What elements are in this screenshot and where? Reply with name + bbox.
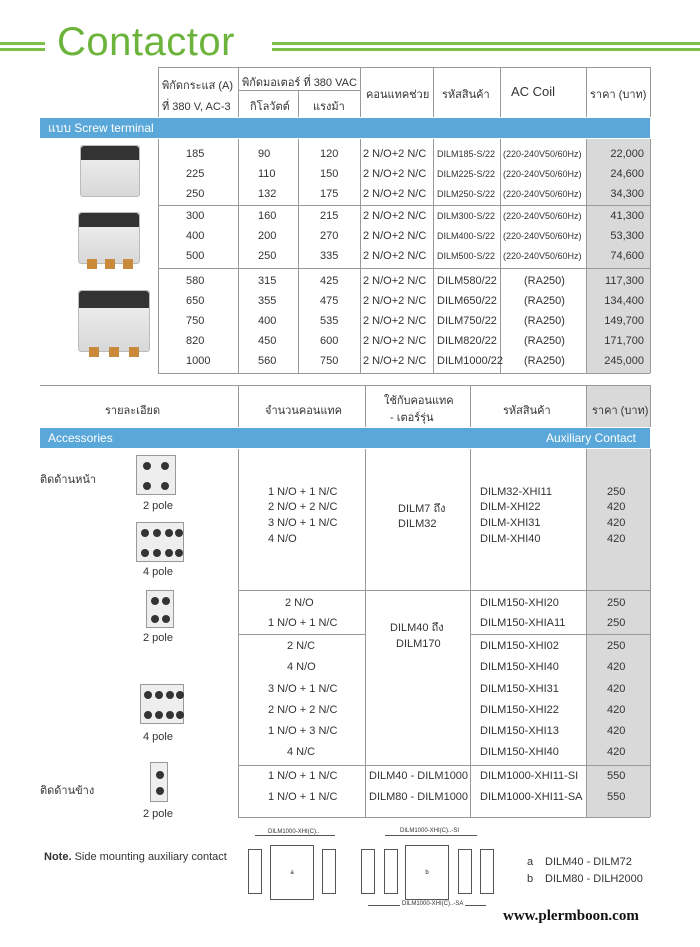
horsepower: 335 — [320, 250, 339, 262]
price: 550 — [607, 791, 626, 803]
header-use-with-2: - เตอร์รุ่น — [390, 412, 434, 424]
price: 24,600 — [610, 168, 644, 180]
kilowatt: 355 — [258, 295, 277, 307]
header-contacts: จำนวนคอนแทค — [265, 405, 343, 417]
horsepower: 215 — [320, 210, 339, 222]
price: 420 — [607, 683, 626, 695]
aux-contact: 2 N/O+2 N/C — [363, 210, 427, 222]
current-a: 750 — [186, 315, 205, 327]
header-hp: แรงม้า — [313, 101, 345, 113]
current-a: 300 — [186, 210, 205, 222]
header-detail: รายละเอียด — [105, 405, 161, 417]
group1-use-with-2: DILM32 — [398, 518, 437, 530]
contacts: 4 N/O — [287, 661, 316, 673]
contacts: 1 N/O + 1 N/C — [268, 617, 338, 629]
aux-contact-side-image — [150, 762, 168, 802]
product-code: DILM150-XHI22 — [480, 704, 559, 716]
title-rule-right — [272, 42, 700, 45]
diagram-a-box: a — [270, 845, 314, 900]
note-label: Note. — [44, 851, 72, 863]
ac-coil: (RA250) — [524, 355, 565, 367]
contacts: 1 N/O + 1 N/C — [268, 791, 338, 803]
diagram-a-top-label: DILM1000-XHI(C).. — [268, 829, 320, 835]
contacts: 1 N/O + 1 N/C — [268, 770, 338, 782]
product-code: DILM32-XHI11 — [480, 486, 552, 498]
ac-coil: (220-240V50/60Hz) — [503, 231, 582, 241]
aux-contact: 2 N/O+2 N/C — [363, 335, 427, 347]
header-aux: คอนแทคช่วย — [366, 89, 430, 101]
current-a: 225 — [186, 168, 205, 180]
product-code: DILM150-XHI13 — [480, 725, 559, 737]
horsepower: 475 — [320, 295, 339, 307]
horsepower: 270 — [320, 230, 339, 242]
product-code: DILM150-XHI31 — [480, 683, 559, 695]
price: 245,000 — [604, 355, 644, 367]
product-code: DILM400-S/22 — [437, 231, 496, 241]
product-code: DILM1000-XHI11-SA — [480, 791, 583, 803]
kilowatt: 250 — [258, 250, 277, 262]
price: 420 — [607, 746, 626, 758]
caption-2pole-a: 2 pole — [143, 500, 173, 512]
price: 420 — [607, 533, 626, 545]
price: 250 — [607, 486, 626, 498]
contacts: 2 N/C — [287, 640, 316, 652]
header-price: ราคา (บาท) — [590, 89, 647, 101]
group2-use-with-1: DILM40 ถึง — [390, 622, 444, 634]
front-mount-label: ติดด้านหน้า — [40, 474, 97, 486]
price: 420 — [607, 661, 626, 673]
price: 53,300 — [610, 230, 644, 242]
title-rule-left — [0, 42, 45, 45]
price: 420 — [607, 725, 626, 737]
aux-contact-2pole-image — [136, 455, 176, 495]
ac-coil: (RA250) — [524, 295, 565, 307]
product-code: DILM185-S/22 — [437, 149, 496, 159]
title-rule-right-2 — [272, 48, 700, 51]
contacts: 4 N/O — [268, 533, 297, 545]
header-use-with-1: ใช้กับคอนแทค — [384, 395, 454, 407]
product-code: DILM150-XHI02 — [480, 640, 559, 652]
aux-contact-4pole-image — [136, 522, 184, 562]
diagram-b-box: b — [405, 845, 449, 900]
note-text: Side mounting auxiliary contact — [74, 851, 227, 863]
product-code: DILM580/22 — [437, 275, 497, 287]
header-motor: พิกัดมอเตอร์ ที่ 380 VAC — [242, 77, 357, 89]
horsepower: 150 — [320, 168, 339, 180]
aux-contact: 2 N/O+2 N/C — [363, 355, 427, 367]
group1-use-with-1: DILM7 ถึง — [398, 503, 446, 515]
note — [44, 851, 227, 863]
product-code: DILM-XHI31 — [480, 517, 541, 529]
aux-contact: 2 N/O+2 N/C — [363, 148, 427, 160]
price: 550 — [607, 770, 626, 782]
header-current-sub: ที่ 380 V, AC-3 — [162, 101, 231, 113]
price: 420 — [607, 704, 626, 716]
ac-coil: (RA250) — [524, 315, 565, 327]
current-a: 500 — [186, 250, 205, 262]
aux-contact-4pole-b-image — [140, 684, 184, 724]
horsepower: 535 — [320, 315, 339, 327]
price: 134,400 — [604, 295, 644, 307]
diagram-b-bottom-label: DILM1000-XHI(C)..-SA — [402, 901, 464, 907]
contactor-image-small — [80, 145, 140, 197]
product-code: DILM1000/22 — [437, 355, 504, 367]
legend-key: a — [527, 856, 534, 868]
aux-contact: 2 N/O+2 N/C — [363, 250, 427, 262]
header-current: พิกัดกระแส (A) — [162, 80, 234, 92]
contacts: 2 N/O — [285, 597, 314, 609]
product-code: DILM750/22 — [437, 315, 497, 327]
aux-contact: 2 N/O+2 N/C — [363, 230, 427, 242]
contacts: 2 N/O + 2 N/C — [268, 704, 338, 716]
price: 34,300 — [610, 188, 644, 200]
price: 149,700 — [604, 315, 644, 327]
product-code: DILM150-XHIA11 — [480, 617, 566, 629]
aux-contact: 2 N/O+2 N/C — [363, 275, 427, 287]
kilowatt: 132 — [258, 188, 277, 200]
section-screw-terminal: แบบ Screw terminal — [40, 118, 650, 138]
ac-coil: (220-240V50/60Hz) — [503, 211, 582, 221]
current-a: 185 — [186, 148, 205, 160]
ac-coil: (220-240V50/60Hz) — [503, 189, 582, 199]
product-code: DILM150-XHI40 — [480, 746, 559, 758]
legend-value: DILM40 - DILM72 — [545, 856, 632, 868]
caption-4pole-a: 4 pole — [143, 566, 173, 578]
current-a: 820 — [186, 335, 205, 347]
use-with: DILM40 - DILM1000 — [369, 770, 469, 782]
price: 74,600 — [610, 250, 644, 262]
aux-contact-2pole-b-image — [146, 590, 174, 628]
kilowatt: 90 — [258, 148, 271, 160]
contacts: 2 N/O + 2 N/C — [268, 501, 338, 513]
section-accessories — [40, 428, 650, 448]
product-code: DILM150-XHI20 — [480, 597, 559, 609]
header-code: รหัสสินค้า — [503, 405, 551, 417]
aux-contact: 2 N/O+2 N/C — [363, 295, 427, 307]
legend-key: b — [527, 873, 534, 885]
contacts: 1 N/O + 3 N/C — [268, 725, 338, 737]
contactor-image-large — [78, 290, 150, 352]
price: 250 — [607, 597, 626, 609]
price: 250 — [607, 617, 626, 629]
current-a: 400 — [186, 230, 205, 242]
side-mount-label: ติดด้านข้าง — [40, 785, 95, 797]
product-code: DILM-XHI22 — [480, 501, 541, 513]
legend-value: DILM80 - DILH2000 — [545, 873, 643, 885]
current-a: 250 — [186, 188, 205, 200]
horsepower: 425 — [320, 275, 339, 287]
section-accessories-label: Accessories — [48, 431, 113, 445]
ac-coil: (220-240V50/60Hz) — [503, 251, 582, 261]
header-code: รหัสสินค้า — [442, 89, 490, 101]
ac-coil: (RA250) — [524, 335, 565, 347]
product-code: DILM1000-XHI11-SI — [480, 770, 579, 782]
price: 250 — [607, 640, 626, 652]
product-code: DILM-XHI40 — [480, 533, 541, 545]
group2-use-with-2: DILM170 — [396, 638, 441, 650]
product-code: DILM150-XHI40 — [480, 661, 559, 673]
header-price: ราคา (บาท) — [592, 405, 649, 417]
kilowatt: 560 — [258, 355, 277, 367]
kilowatt: 400 — [258, 315, 277, 327]
kilowatt: 110 — [258, 168, 276, 180]
current-a: 650 — [186, 295, 205, 307]
use-with: DILM80 - DILM1000 — [369, 791, 469, 803]
current-a: 1000 — [186, 355, 211, 367]
contacts: 4 N/C — [287, 746, 316, 758]
page-header — [0, 20, 700, 70]
kilowatt: 315 — [258, 275, 277, 287]
horsepower: 120 — [320, 148, 339, 160]
header-coil: AC Coil — [511, 84, 556, 99]
ac-coil: (220-240V50/60Hz) — [503, 149, 582, 159]
price: 22,000 — [610, 148, 644, 160]
kilowatt: 160 — [258, 210, 277, 222]
title-rule-left-2 — [0, 48, 45, 51]
product-code: DILM500-S/22 — [437, 251, 496, 261]
diagram-b-top-label: DILM1000-XHI(C)..-SI — [400, 828, 460, 834]
website-url: www.plermboon.com — [503, 908, 639, 924]
horsepower: 600 — [320, 335, 339, 347]
product-code: DILM250-S/22 — [437, 189, 496, 199]
aux-contact: 2 N/O+2 N/C — [363, 315, 427, 327]
header-kw: กิโลวัตต์ — [250, 101, 290, 113]
kilowatt: 450 — [258, 335, 277, 347]
price: 420 — [607, 501, 626, 513]
product-code: DILM650/22 — [437, 295, 497, 307]
caption-2pole-c: 2 pole — [143, 808, 173, 820]
current-a: 580 — [186, 275, 205, 287]
contactor-image-medium — [78, 212, 140, 264]
caption-2pole-b: 2 pole — [143, 632, 173, 644]
kilowatt: 200 — [258, 230, 277, 242]
page-title: Contactor — [57, 20, 235, 64]
horsepower: 750 — [320, 355, 339, 367]
product-code: DILM225-S/22 — [437, 169, 496, 179]
caption-4pole-b: 4 pole — [143, 731, 173, 743]
section-auxiliary-label: Auxiliary Contact — [545, 431, 636, 445]
contacts: 3 N/O + 1 N/C — [268, 517, 338, 529]
price: 171,700 — [604, 335, 644, 347]
price: 117,300 — [605, 275, 644, 287]
horsepower: 175 — [320, 188, 339, 200]
product-code: DILM820/22 — [437, 335, 497, 347]
price: 41,300 — [610, 210, 644, 222]
contacts: 3 N/O + 1 N/C — [268, 683, 338, 695]
aux-contact: 2 N/O+2 N/C — [363, 188, 427, 200]
ac-coil: (220-240V50/60Hz) — [503, 169, 582, 179]
ac-coil: (RA250) — [524, 275, 565, 287]
product-code: DILM300-S/22 — [437, 211, 496, 221]
price: 420 — [607, 517, 626, 529]
contacts: 1 N/O + 1 N/C — [268, 486, 338, 498]
aux-contact: 2 N/O+2 N/C — [363, 168, 427, 180]
